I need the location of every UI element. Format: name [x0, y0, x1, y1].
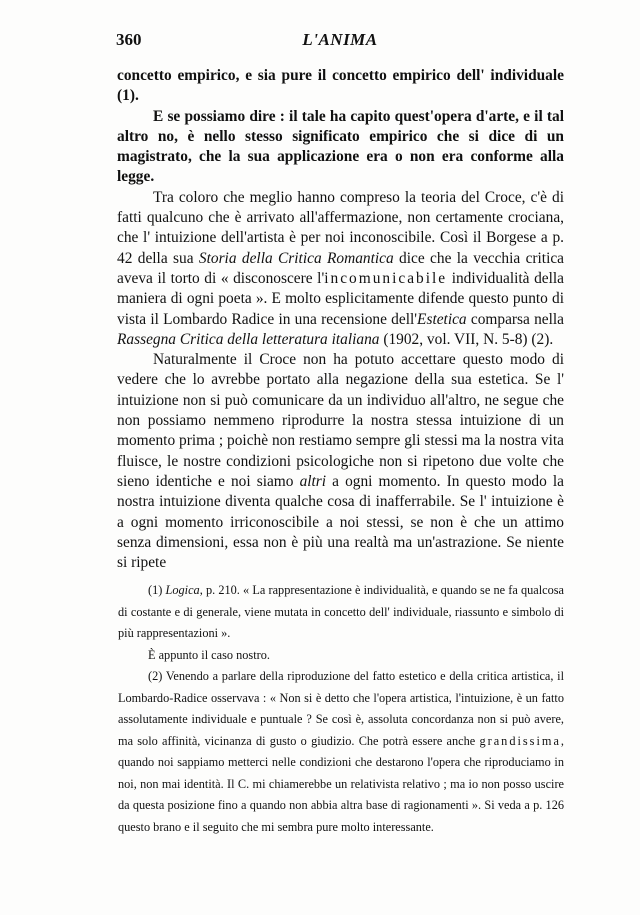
- text-run: (2) Venendo a parlare della riproduzione del fatto estetico e della critica artistica, il Lombardo-Radice osservava : « Non si è detto che l'opera artistica, l'intuizione, è un fatto assolutamente individuale e puntuale ? Se così è, assoluta concordanza non si può avere, ma solo affinità, vicinanza di gusto o giudizio. Che potrà essere anche: [118, 669, 564, 748]
- footnotes: [118, 580, 564, 838]
- text-run: individualità della maniera di ogni poeta ». E molto esplicitamente difende questo punto di vista il Lombardo Radice in una recensione dell': [117, 269, 565, 328]
- running-head: [116, 30, 564, 54]
- footnote-title-logica: Logica: [165, 583, 200, 597]
- paragraph-naturalmente: [117, 350, 564, 573]
- footnote-1: [118, 580, 564, 645]
- text-run: Tra coloro che meglio hanno compreso la teoria del Croce, c'è di fatti qualcuno che è arrivato all'affermazione, non certamente crociana, che l' intuizione dell'artista è per noi inconoscibile. Così il Borgese a p. 42 della sua: [117, 188, 564, 267]
- text-run: (1): [148, 583, 166, 597]
- page-number: 360: [116, 30, 142, 49]
- footnote-1-remark: È appunto il caso nostro.: [148, 647, 270, 662]
- text-run: (1902, vol. VII, N. 5-8) (2).: [379, 330, 554, 348]
- spaced-word: incomunicabile: [324, 269, 448, 287]
- footnote-2: [118, 666, 564, 838]
- text-run: dice che la vecchia critica aveva il torto di « disconoscere l': [117, 249, 565, 287]
- text-run: Naturalmente il Croce non ha potuto accettare questo modo di vedere che lo avrebbe portato alla negazione della sua estetica. Se l' intuizione non si può comunicare da un individuo all'altro, ne segue che non possiamo nemmeno riprodurre la nostra stessa intuizione di un momento prima ; poichè non restiamo sempre gli stessi ma la nostra vita fluisce, le nostre condizioni psicologiche non si ripetono due volte che sieno identiche e noi siamo: [117, 351, 564, 490]
- paragraph-magistrate: E se possiamo dire : il tale ha capito quest'opera d'arte, e il tal altro no, è nello stesso significato empirico che si dice di un magistrato, che la sua applicazione era o non era conforme alla legge.: [117, 107, 564, 186]
- text-run: comparsa nella: [466, 310, 564, 328]
- main-text: [117, 66, 564, 573]
- journal-title-rassegna: Rassegna Critica della letteratura italiana: [117, 330, 380, 348]
- text-run: , quando noi sappiamo metterci nelle condizioni che destarono l'opera che riproduciamo in noi, non mai identità. Il C. mi chiamerebbe un relativista relativo ; ma io non posso uscire da questa posizione fino a quando non abbia altra base di ragionamenti ». Si veda a p. 126 questo brano e il seguito che mi sembra pure molto interessante.: [118, 733, 564, 834]
- italic-word-altri: altri: [299, 472, 327, 490]
- text-run: , p. 210. « La rappresentazione è individualità, e quando se ne fa qualcosa di costante e di generale, viene mutata in concetto dell' individuale, riassunto e simbolo di più rappresentazioni ».: [118, 583, 564, 640]
- running-title: L'ANIMA: [302, 30, 378, 49]
- book-title-estetica: Estetica: [417, 310, 467, 328]
- text-run: a ogni momento. In questo modo la nostra intuizione diventa qualche cosa di inafferrabile. Se l' intuizione è a ogni momento irriconoscibile a noi stessi, se non è che un attimo senza dimensioni, essa non è più una realtà ma un'astrazione. Se niente si ripete: [117, 472, 564, 572]
- paragraph-borgese: [117, 188, 564, 350]
- paragraph-continuation: concetto empirico, e sia pure il concetto empirico dell' individuale (1).: [117, 67, 564, 105]
- book-title-storia: Storia della Critica Romantica: [198, 249, 394, 267]
- spaced-word: grandissima: [479, 733, 561, 748]
